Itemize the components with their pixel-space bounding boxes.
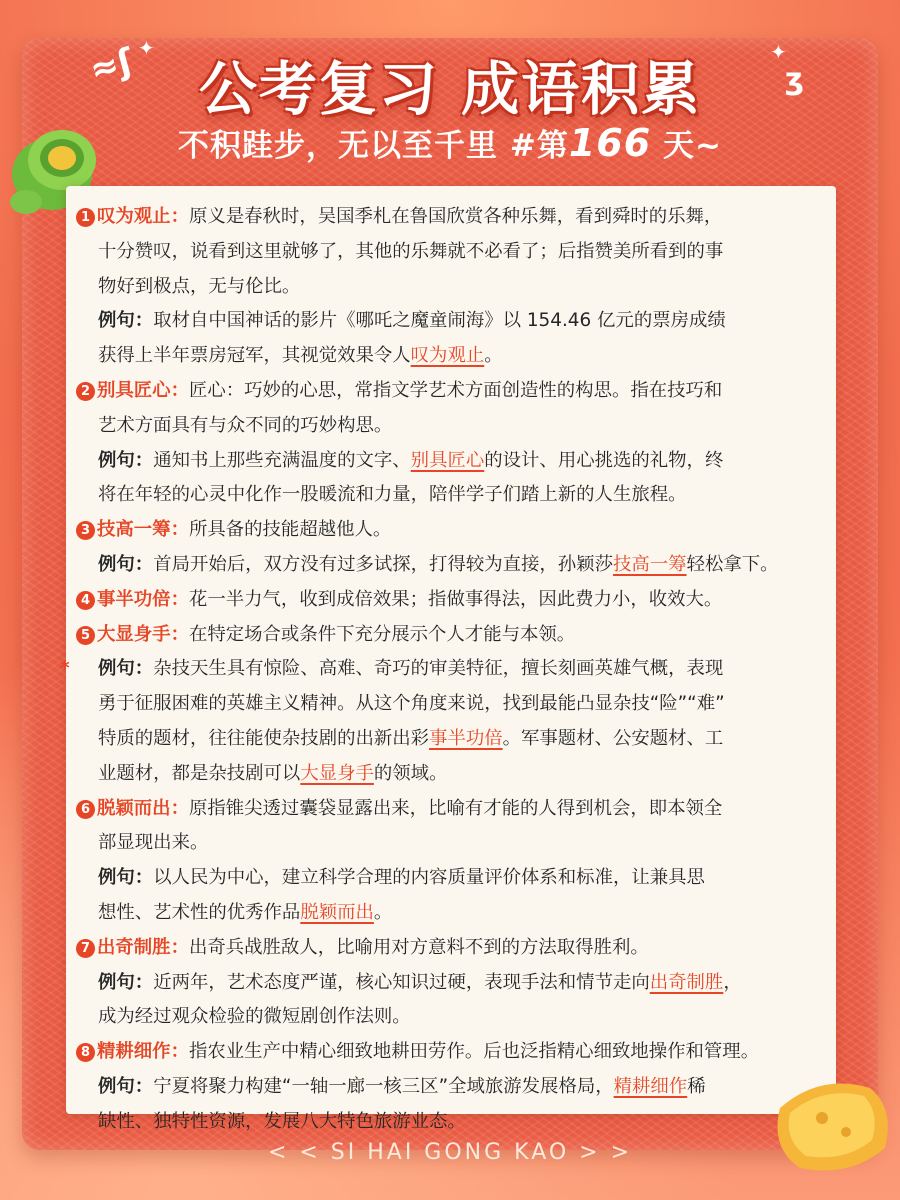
example-text: 成为经过观众检验的微短剧创作法则。 [98,1006,411,1028]
entry-number-badge: 6 [76,800,95,819]
idiom-entry [76,513,828,583]
page-subtitle [0,120,900,165]
example-text: 特质的题材，往往能使杂技剧的出新出彩 [98,727,430,749]
example-text: 缺性、独特性资源，发展八大特色旅游业态。 [98,1110,466,1132]
highlighted-idiom: 精耕细作 [613,1075,688,1097]
subtitle-suffix: 天~ [662,128,722,164]
idiom-definition: 十分赞叹，说看到这里就够了，其他的乐舞就不必看了；后指赞美所看到的事 [98,240,724,262]
example-text: 的领域。 [373,762,448,784]
example-label: 例句： [98,658,154,680]
idiom-definition: 所具备的技能超越他人。 [188,519,392,541]
idiom-definition: 在特定场合或条件下充分展示个人才能与本领。 [188,623,576,645]
sparkle-icon: ✦ [138,36,155,60]
highlighted-idiom: 脱颖而出 [300,901,374,923]
idiom-term: 技高一筹： [97,519,189,541]
example-text: 获得上半年票房冠军，其视觉效果令人 [98,345,411,367]
swirl-decoration-icon: ≈ʃ [85,40,138,91]
highlighted-idiom: 叹为观止 [410,345,485,367]
entry-number-badge: 1 [76,208,95,227]
sparkle-icon: ✦ [770,40,787,64]
footer-brand: < < SI HAI GONG KAO > > [267,1140,633,1165]
example-text: 将在年轻的心灵中化作一股暖流和力量，陪伴学子们踏上新的人生旅程。 [98,484,687,506]
idiom-definition: 部显现出来。 [98,832,209,854]
example-text: 。 [373,901,393,923]
example-label: 例句： [98,867,154,889]
idiom-definition: 艺术方面具有与众不同的巧妙构思。 [98,414,393,436]
entry-number-badge: 7 [76,939,95,958]
example-text: 通知书上那些充满温度的文字、 [153,449,411,471]
example-text: 宁夏将聚力构建“一轴一廊一核三区”全域旅游发展格局， [153,1075,614,1097]
subtitle-prefix: 不积跬步，无以至千里 #第 [178,128,569,164]
asterisk-mark: * [60,658,70,680]
entry-number-badge: 5 [76,626,95,645]
day-number: 166 [568,121,652,165]
idiom-term: 出奇制胜： [97,936,189,958]
idiom-definition: 匠心：巧妙的心思，常指文学艺术方面创造性的构思。指在技巧和 [188,379,723,401]
idiom-definition: 花一半力气，收到成倍效果；指做事得法，因此费力小，收效大。 [188,588,723,610]
example-label: 例句： [98,1075,154,1097]
example-text: 业题材，都是杂技剧可以 [98,762,301,784]
idiom-entry [76,374,828,513]
idiom-entry [76,200,828,374]
idiom-definition: 原指锥尖透过囊袋显露出来，比喻有才能的人得到机会，即本领全 [188,797,723,819]
highlighted-idiom: 大显身手 [300,762,374,784]
highlighted-idiom: 技高一筹 [612,553,687,575]
example-text: 轻松拿下。 [686,553,779,575]
example-label: 例句： [98,310,154,332]
idiom-term: 事半功倍： [97,588,189,610]
idiom-term: 别具匠心： [97,379,189,401]
example-text: ， [723,971,742,993]
idiom-entry [76,583,828,618]
entry-number-badge: 3 [76,521,95,540]
page-title: 公考复习 成语积累 [198,55,702,123]
idiom-entry [76,931,828,1035]
example-text: 杂技天生具有惊险、高难、奇巧的审美特征，擅长刻画英雄气概，表现 [153,658,724,680]
highlighted-idiom: 出奇制胜 [649,971,724,993]
example-label: 例句： [98,553,154,575]
example-label: 例句： [98,971,154,993]
idiom-definition: 物好到极点，无与伦比。 [98,275,301,297]
squiggle-decoration-icon: ʒ [784,62,804,97]
idiom-definition: 原义是春秋时，吴国季札在鲁国欣赏各种乐舞，看到舜时的乐舞， [188,206,723,227]
example-text: 稀 [687,1075,706,1097]
entry-number-badge: 8 [76,1043,95,1062]
idiom-entry [76,1035,828,1139]
idiom-definition: 指农业生产中精心细致地耕田劳作。后也泛指精心细致地操作和管理。 [188,1041,760,1063]
example-text: 勇于征服困难的英雄主义精神。从这个角度来说，找到最能凸显杂技“险”“难” [98,693,725,715]
example-text: 。 [484,345,503,367]
example-text: 的设计、用心挑选的礼物，终 [484,449,724,471]
highlighted-idiom: 事半功倍 [429,727,503,749]
example-text: 近两年，艺术态度严谨，核心知识过硬，表现手法和情节走向 [153,971,650,993]
highlighted-idiom: 别具匠心 [410,449,485,471]
idiom-term: 精耕细作： [97,1041,189,1063]
idiom-term: 叹为观止： [97,206,189,227]
example-text: 取材自中国神话的影片《哪吒之魔童闹海》以 154.46 亿元的票房成绩 [153,310,726,332]
example-text: 。军事题材、公安题材、工 [502,727,724,749]
idiom-entry [76,792,828,931]
cheese-icon [760,1068,900,1188]
idiom-definition: 出奇兵战胜敌人，比喻用对方意料不到的方法取得胜利。 [188,936,649,958]
idiom-term: 大显身手： [97,623,189,645]
example-text: 以人民为中心，建立科学合理的内容质量评价体系和标准，让兼具思 [153,867,705,889]
example-label: 例句： [98,449,154,471]
example-text: 想性、艺术性的优秀作品 [98,901,301,923]
idiom-term: 脱颖而出： [97,797,189,819]
idiom-list [60,200,828,1140]
idiom-entry [60,618,828,792]
entry-number-badge: 2 [76,382,95,401]
entry-number-badge: 4 [76,591,95,610]
example-text: 首局开始后，双方没有过多试探，打得较为直接，孙颖莎 [153,553,613,575]
